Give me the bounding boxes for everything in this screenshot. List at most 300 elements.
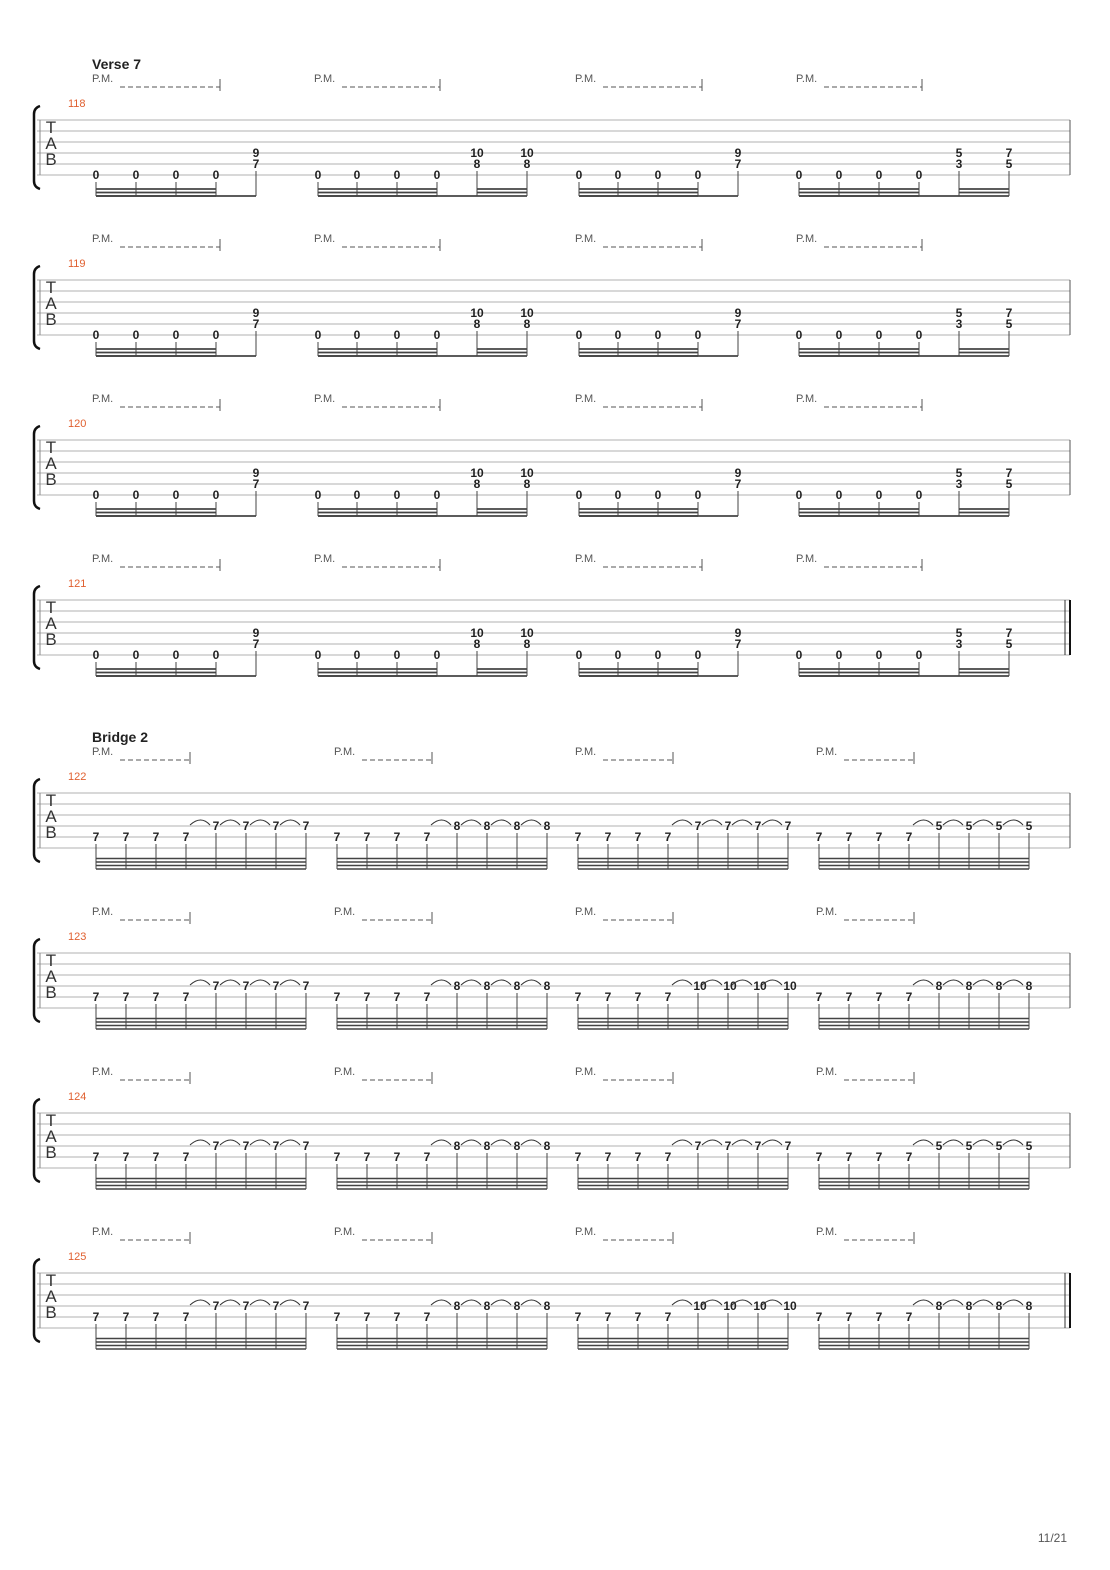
fret-number: 0 [353,168,361,182]
fret-number: 10 [693,979,707,993]
tab-note [575,1310,582,1349]
fret-number: 7 [272,1139,280,1153]
fret-number: 3 [955,477,963,491]
hammer-on-slur [1003,820,1023,825]
fret-number: 8 [453,979,461,993]
palm-mute-marker [575,1226,673,1244]
tab-note [123,1150,130,1189]
fret-number: 8 [935,1299,943,1313]
tab-note [665,1150,672,1189]
fret-number: 10 [520,306,534,320]
fret-number: 5 [995,1139,1003,1153]
tab-note [93,1310,100,1349]
palm-mute-label: P.M. [796,73,818,85]
tab-note [605,990,612,1029]
measure-number: 123 [68,931,87,943]
palm-mute-label: P.M. [575,233,597,245]
fret-number: 0 [433,328,441,342]
fret-number: 0 [835,168,843,182]
fret-number: 0 [654,648,662,662]
fret-number: 7 [634,1310,642,1324]
hammer-on-slur [220,820,240,825]
palm-mute-label: P.M. [816,1066,838,1078]
fret-number: 0 [92,648,100,662]
fret-number: 0 [314,328,322,342]
fret-number: 5 [1025,819,1033,833]
fret-number: 9 [734,466,742,480]
hammer-on-slur [672,820,692,825]
tab-note [575,1150,582,1189]
fret-number: 7 [784,1139,792,1153]
tab-note [665,830,672,869]
fret-number: 7 [212,1299,220,1313]
fret-number: 0 [212,328,220,342]
tab-note [735,626,742,676]
tab-clef-letter: T [45,438,57,457]
system-bracket [34,1259,40,1342]
fret-number: 10 [470,146,484,160]
fret-number: 3 [955,157,963,171]
hammer-on-slur [702,1140,722,1145]
fret-number: 8 [453,1139,461,1153]
fret-number: 7 [122,830,130,844]
tab-note [605,1310,612,1349]
fret-number: 7 [664,1310,672,1324]
fret-number: 7 [815,990,823,1004]
fret-number: 7 [92,1310,100,1324]
tab-clef-letter: B [45,470,57,489]
palm-mute-marker [334,1066,432,1084]
tab-system [34,393,1070,516]
tab-note [253,466,260,516]
tab-clef-letter: B [45,823,57,842]
palm-mute-marker [575,73,702,91]
palm-mute-marker [314,73,440,91]
hammer-on-slur [431,980,451,985]
tab-note [876,1150,883,1189]
fret-number: 5 [935,1139,943,1153]
fret-number: 9 [734,146,742,160]
fret-number: 7 [272,1299,280,1313]
fret-number: 0 [795,648,803,662]
fret-number: 7 [634,990,642,1004]
fret-number: 10 [520,146,534,160]
fret-number: 7 [122,1310,130,1324]
fret-number: 7 [634,830,642,844]
system-bracket [34,1099,40,1182]
section-title: Bridge 2 [92,729,149,745]
palm-mute-label: P.M. [334,1066,356,1078]
fret-number: 7 [845,1150,853,1164]
fret-number: 7 [815,1150,823,1164]
fret-number: 7 [604,1150,612,1164]
tab-note [816,1310,823,1349]
fret-number: 3 [955,637,963,651]
tab-note [93,990,100,1029]
hammer-on-slur [431,1140,451,1145]
fret-number: 0 [614,168,622,182]
hammer-on-slur [943,820,963,825]
fret-number: 0 [172,328,180,342]
fret-number: 0 [212,648,220,662]
tab-note [394,1310,401,1349]
hammer-on-slur [973,820,993,825]
fret-number: 7 [1005,626,1013,640]
palm-mute-marker [816,1066,914,1084]
hammer-on-slur [491,820,511,825]
tab-note [735,466,742,516]
fret-number: 0 [614,328,622,342]
fret-number: 10 [783,1299,797,1313]
fret-number: 8 [473,157,481,171]
fret-number: 7 [212,819,220,833]
fret-number: 0 [172,648,180,662]
fret-number: 7 [242,1139,250,1153]
fret-number: 7 [734,157,742,171]
fret-number: 5 [955,466,963,480]
fret-number: 7 [875,1310,883,1324]
hammer-on-slur [973,1140,993,1145]
tab-note [846,830,853,869]
fret-number: 0 [915,168,923,182]
fret-number: 7 [1005,466,1013,480]
fret-number: 10 [783,979,797,993]
fret-number: 7 [182,990,190,1004]
palm-mute-marker [575,746,673,764]
hammer-on-slur [762,1140,782,1145]
fret-number: 0 [92,328,100,342]
tab-system [34,1226,1070,1349]
tab-note [253,626,260,676]
fret-number: 0 [393,648,401,662]
palm-mute-marker [314,233,440,251]
fret-number: 0 [132,488,140,502]
fret-number: 0 [915,648,923,662]
palm-mute-marker [575,1066,673,1084]
tab-note [334,1150,341,1189]
tab-system [34,56,1070,196]
palm-mute-marker [796,393,922,411]
fret-number: 7 [252,157,260,171]
system-bracket [34,939,40,1022]
fret-number: 0 [132,328,140,342]
fret-number: 7 [905,1150,913,1164]
fret-number: 8 [483,1139,491,1153]
tab-system [34,553,1070,676]
tab-note [123,1310,130,1349]
fret-number: 8 [935,979,943,993]
fret-number: 7 [905,1310,913,1324]
palm-mute-label: P.M. [796,553,818,565]
hammer-on-slur [280,1300,300,1305]
hammer-on-slur [461,980,481,985]
fret-number: 7 [242,1299,250,1313]
hammer-on-slur [220,980,240,985]
tab-note [253,306,260,356]
tab-clef-letter: B [45,983,57,1002]
fret-number: 5 [955,306,963,320]
palm-mute-label: P.M. [92,73,114,85]
tab-note [665,990,672,1029]
fret-number: 0 [694,488,702,502]
hammer-on-slur [461,1300,481,1305]
fret-number: 7 [845,830,853,844]
fret-number: 7 [734,477,742,491]
palm-mute-label: P.M. [575,906,597,918]
palm-mute-marker [334,746,432,764]
fret-number: 8 [453,819,461,833]
hammer-on-slur [491,980,511,985]
fret-number: 7 [152,990,160,1004]
palm-mute-marker [796,553,922,571]
fret-number: 7 [363,990,371,1004]
hammer-on-slur [250,1300,270,1305]
fret-number: 5 [955,626,963,640]
palm-mute-label: P.M. [575,553,597,565]
palm-mute-marker [816,906,914,924]
fret-number: 7 [604,1310,612,1324]
palm-mute-marker [575,233,702,251]
hammer-on-slur [491,1300,511,1305]
hammer-on-slur [521,820,541,825]
palm-mute-marker [92,393,220,411]
tab-clef-letter: A [45,454,57,473]
palm-mute-marker [92,553,220,571]
fret-number: 0 [212,168,220,182]
hammer-on-slur [521,1140,541,1145]
hammer-on-slur [461,820,481,825]
hammer-on-slur [762,820,782,825]
tab-clef-letter: B [45,150,57,169]
hammer-on-slur [461,1140,481,1145]
fret-number: 7 [905,990,913,1004]
system-bracket [34,266,40,349]
hammer-on-slur [913,820,933,825]
tab-note [906,990,913,1029]
hammer-on-slur [672,1300,692,1305]
tab-note [364,1310,371,1349]
fret-number: 8 [523,637,531,651]
hammer-on-slur [702,820,722,825]
tab-note [424,830,431,869]
fret-number: 0 [132,168,140,182]
fret-number: 7 [754,1139,762,1153]
fret-number: 9 [252,626,260,640]
palm-mute-label: P.M. [92,393,114,405]
tab-note [906,1150,913,1189]
fret-number: 7 [92,1150,100,1164]
fret-number: 7 [754,819,762,833]
palm-mute-marker [334,1226,432,1244]
fret-number: 8 [513,1299,521,1313]
measure-number: 120 [68,418,87,430]
fret-number: 0 [92,488,100,502]
palm-mute-label: P.M. [334,906,356,918]
tab-clef-letter: T [45,118,57,137]
fret-number: 7 [363,1150,371,1164]
tab-note [93,830,100,869]
fret-number: 5 [965,819,973,833]
fret-number: 10 [753,1299,767,1313]
tab-note [153,1150,160,1189]
fret-number: 7 [694,819,702,833]
tab-clef-letter: T [45,951,57,970]
measure-number: 119 [68,258,86,270]
fret-number: 7 [363,1310,371,1324]
tab-clef-letter: A [45,614,57,633]
fret-number: 8 [965,979,973,993]
hammer-on-slur [220,1300,240,1305]
measure-number: 125 [68,1251,87,1263]
fret-number: 8 [473,637,481,651]
fret-number: 7 [875,1150,883,1164]
fret-number: 10 [693,1299,707,1313]
system-bracket [34,106,40,189]
fret-number: 8 [453,1299,461,1313]
tab-note [394,990,401,1029]
tab-note [876,990,883,1029]
tab-clef-letter: A [45,134,57,153]
tab-note [394,830,401,869]
fret-number: 7 [393,1310,401,1324]
palm-mute-label: P.M. [796,393,818,405]
fret-number: 7 [152,1310,160,1324]
tab-clef-letter: B [45,1143,57,1162]
tab-clef-letter: T [45,1111,57,1130]
hammer-on-slur [220,1140,240,1145]
tab-note [153,830,160,869]
fret-number: 7 [302,1299,310,1313]
tab-note [424,1150,431,1189]
palm-mute-marker [816,746,914,764]
palm-mute-marker [92,233,220,251]
palm-mute-label: P.M. [816,906,838,918]
tab-system [34,729,1070,869]
tab-clef-letter: T [45,278,57,297]
palm-mute-label: P.M. [92,1226,114,1238]
fret-number: 8 [523,317,531,331]
fret-number: 7 [423,1150,431,1164]
tab-note [846,990,853,1029]
palm-mute-label: P.M. [575,1066,597,1078]
fret-number: 7 [152,830,160,844]
tab-system [34,1066,1070,1189]
palm-mute-label: P.M. [92,1066,114,1078]
fret-number: 8 [473,317,481,331]
fret-number: 9 [734,306,742,320]
fret-number: 0 [575,648,583,662]
tab-note [605,830,612,869]
tab-note [364,990,371,1029]
measure-number: 122 [68,771,87,783]
palm-mute-marker [796,233,922,251]
tab-note [735,146,742,196]
fret-number: 8 [513,1139,521,1153]
tab-note [334,990,341,1029]
tab-note [183,1150,190,1189]
palm-mute-label: P.M. [334,746,356,758]
tab-note [334,830,341,869]
tab-note [183,830,190,869]
fret-number: 8 [473,477,481,491]
fret-number: 7 [92,830,100,844]
palm-mute-label: P.M. [92,553,114,565]
fret-number: 0 [172,168,180,182]
fret-number: 7 [634,1150,642,1164]
fret-number: 0 [172,488,180,502]
fret-number: 0 [875,328,883,342]
tab-note [575,990,582,1029]
tab-clef-letter: B [45,1303,57,1322]
fret-number: 7 [875,990,883,1004]
fret-number: 0 [795,328,803,342]
fret-number: 3 [955,317,963,331]
fret-number: 5 [1005,157,1013,171]
fret-number: 0 [835,328,843,342]
fret-number: 0 [575,168,583,182]
tab-note [364,1150,371,1189]
palm-mute-label: P.M. [816,746,838,758]
fret-number: 7 [574,1150,582,1164]
measure-number: 118 [68,98,86,110]
tab-note [846,1310,853,1349]
fret-number: 7 [122,1150,130,1164]
fret-number: 7 [724,1139,732,1153]
fret-number: 7 [182,830,190,844]
fret-number: 7 [242,819,250,833]
palm-mute-label: P.M. [92,906,114,918]
palm-mute-label: P.M. [314,233,336,245]
tab-clef-letter: A [45,294,57,313]
fret-number: 10 [470,626,484,640]
fret-number: 9 [252,306,260,320]
fret-number: 7 [815,830,823,844]
fret-number: 0 [614,488,622,502]
hammer-on-slur [913,1300,933,1305]
fret-number: 0 [353,648,361,662]
fret-number: 5 [1005,477,1013,491]
hammer-on-slur [521,1300,541,1305]
fret-number: 8 [523,477,531,491]
fret-number: 0 [654,328,662,342]
fret-number: 7 [734,317,742,331]
fret-number: 7 [664,990,672,1004]
fret-number: 5 [965,1139,973,1153]
fret-number: 7 [574,1310,582,1324]
fret-number: 7 [664,830,672,844]
fret-number: 5 [1005,317,1013,331]
fret-number: 8 [995,979,1003,993]
measure-number: 121 [68,578,87,590]
fret-number: 7 [393,1150,401,1164]
palm-mute-label: P.M. [334,1226,356,1238]
fret-number: 0 [92,168,100,182]
fret-number: 0 [132,648,140,662]
system-bracket [34,779,40,862]
fret-number: 10 [520,626,534,640]
hammer-on-slur [250,820,270,825]
palm-mute-marker [334,906,432,924]
fret-number: 7 [905,830,913,844]
fret-number: 0 [915,328,923,342]
fret-number: 7 [815,1310,823,1324]
palm-mute-marker [92,73,220,91]
fret-number: 7 [574,830,582,844]
fret-number: 0 [314,488,322,502]
fret-number: 7 [363,830,371,844]
fret-number: 7 [393,830,401,844]
palm-mute-label: P.M. [796,233,818,245]
